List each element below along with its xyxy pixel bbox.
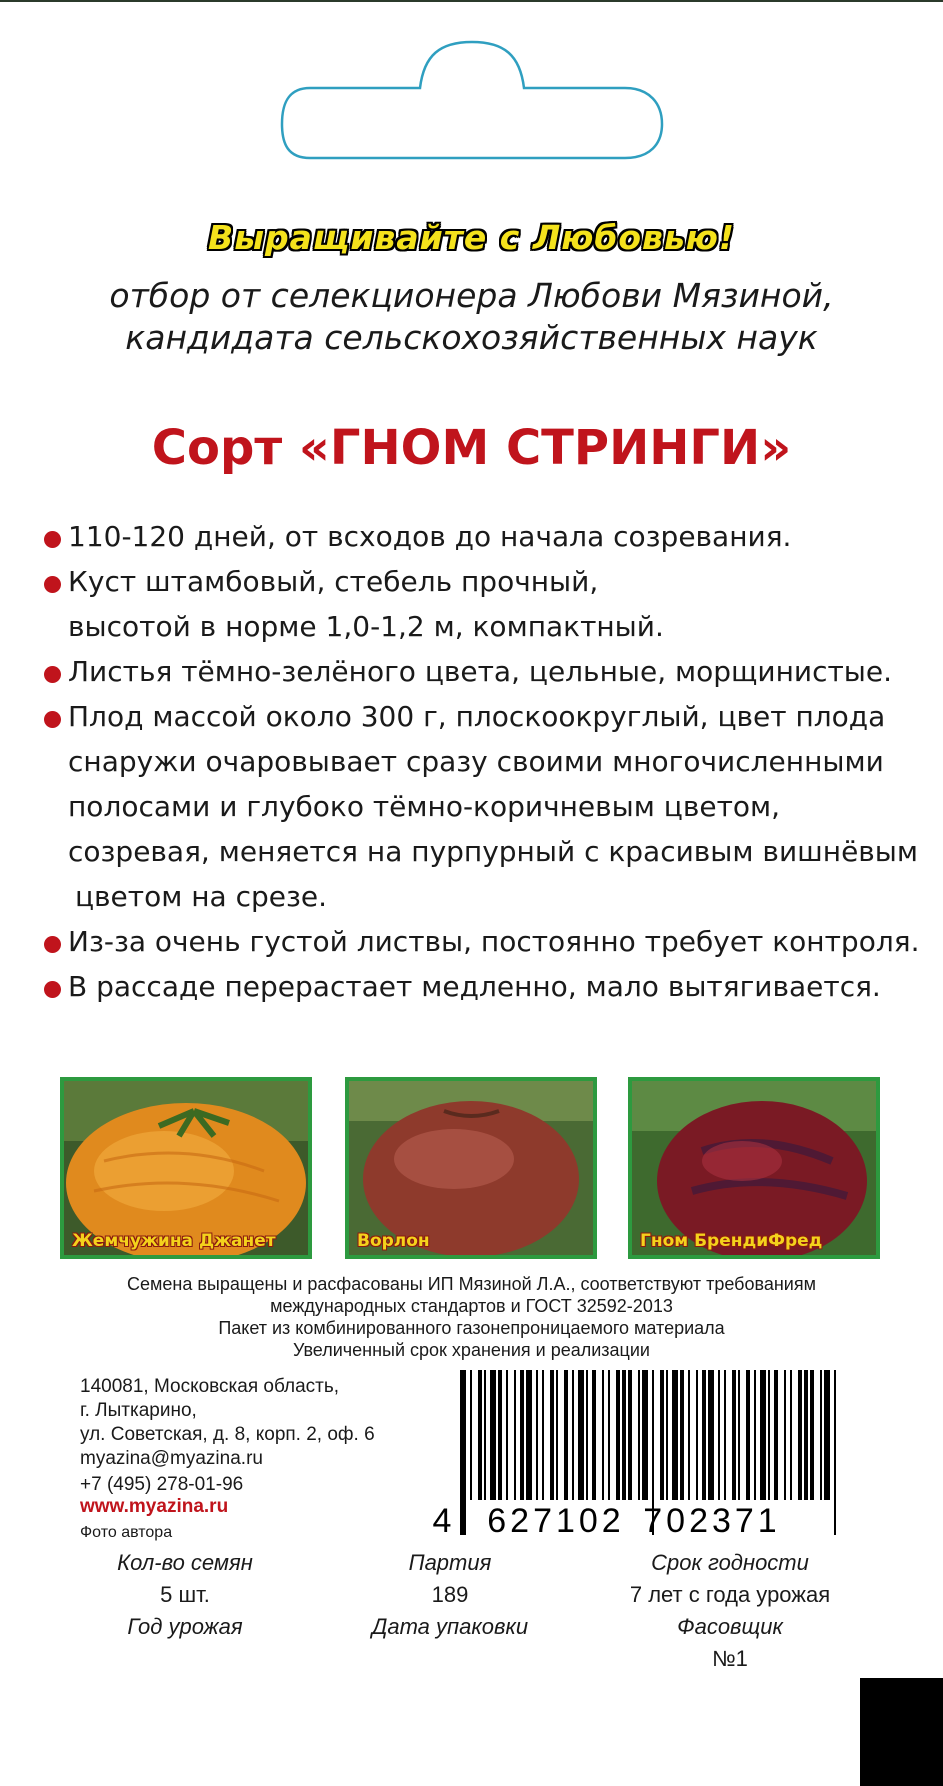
barcode-bar [514, 1370, 516, 1500]
barcode-bar [592, 1370, 596, 1500]
address-line: 140081, Московская область, [80, 1376, 340, 1397]
barcode-bar [660, 1370, 664, 1500]
barcode-bar [536, 1370, 538, 1500]
barcode-bar [616, 1370, 620, 1500]
seed-count-value: 5 шт. [160, 1582, 210, 1607]
bullet-icon [44, 981, 61, 998]
barcode-bar [680, 1370, 684, 1500]
barcode-bar [622, 1370, 626, 1500]
bullet-icon [44, 711, 61, 728]
barcode-bar [642, 1370, 648, 1500]
website-link[interactable]: www.myazina.ru [80, 1496, 229, 1517]
barcode-bar [602, 1370, 604, 1500]
hang-hole-icon [0, 0, 943, 170]
barcode-bar [490, 1370, 496, 1500]
brown-tomato-icon [349, 1081, 593, 1255]
barcode-digit-first: 4 [432, 1502, 452, 1540]
pack-date-label: Дата упаковки [371, 1614, 529, 1639]
barcode-bar [824, 1370, 830, 1500]
barcode-bar [834, 1370, 836, 1535]
barcode-bar [460, 1370, 466, 1535]
bullet-icon [44, 531, 61, 548]
barcode-bar [774, 1370, 778, 1500]
packer-label: Фасовщик [677, 1614, 783, 1639]
barcode-bar [708, 1370, 714, 1500]
barcode-bar [478, 1370, 482, 1500]
barcode-bar [732, 1370, 736, 1500]
barcode-bar [784, 1370, 786, 1500]
barcode-bar [498, 1370, 502, 1500]
photo-gnom-brendifred [628, 1077, 880, 1259]
photo-caption: Гном БрендиФред [640, 1231, 823, 1251]
corner-black-block [860, 1678, 943, 1786]
barcode [430, 1370, 850, 1540]
breeder-line-2: кандидата сельскохозяйственных наук [125, 318, 818, 357]
email[interactable]: myazina@myazina.ru [80, 1448, 263, 1469]
bullet-icon [44, 936, 61, 953]
barcode-bar [768, 1370, 770, 1500]
photo-credit: Фото автора [80, 1524, 173, 1541]
barcode-bar [484, 1370, 486, 1500]
shelf-life-value: 7 лет с года урожая [629, 1582, 831, 1607]
breeder-line-1: отбор от селекционера Любови Мязиной, [109, 276, 834, 315]
phone[interactable]: +7 (495) 278-01-96 [80, 1474, 244, 1495]
barcode-bar [564, 1370, 568, 1500]
address-line: ул. Советская, д. 8, корп. 2, оф. 6 [80, 1424, 375, 1445]
purple-tomato-icon [632, 1081, 876, 1255]
barcode-bar [586, 1370, 588, 1500]
barcode-bar [754, 1370, 756, 1500]
barcode-bar [810, 1370, 814, 1500]
barcode-bar [702, 1370, 706, 1500]
batch-value: 189 [431, 1582, 469, 1607]
barcode-bar [820, 1370, 822, 1500]
variety-title: Сорт «ГНОМ СТРИНГИ» [151, 420, 792, 476]
packer-value: №1 [712, 1646, 748, 1671]
barcode-bar [672, 1370, 678, 1500]
barcode-bar [746, 1370, 750, 1500]
certification-line: международных стандартов и ГОСТ 32592-2013 [270, 1296, 673, 1316]
address-line: г. Лыткарино, [80, 1400, 197, 1421]
barcode-bar [696, 1370, 698, 1500]
certification-line: Пакет из комбинированного газонепроницаемого материала [218, 1318, 725, 1338]
barcode-bar [520, 1370, 524, 1500]
barcode-bar [798, 1370, 802, 1500]
barcode-bar [506, 1370, 508, 1500]
barcode-bar [550, 1370, 554, 1500]
barcode-bar [578, 1370, 584, 1500]
photo-caption: Ворлон [357, 1231, 430, 1251]
bullet-icon [44, 666, 61, 683]
barcode-bar [790, 1370, 792, 1500]
barcode-bar [738, 1370, 740, 1500]
bullet-icon [44, 576, 61, 593]
barcode-bar [688, 1370, 690, 1500]
slogan: Выращивайте с Любовью! [208, 218, 735, 257]
photo-zhemchuzhina-janet [60, 1077, 312, 1259]
barcode-bar [542, 1370, 544, 1500]
orange-tomato-icon [64, 1081, 308, 1255]
barcode-bar [628, 1370, 632, 1500]
barcode-bar [556, 1370, 558, 1500]
certification-line: Семена выращены и расфасованы ИП Мязиной Л.А., соответствуют требованиям [126, 1274, 816, 1294]
seed-count-label: Кол-во семян [117, 1550, 253, 1575]
barcode-bar [526, 1370, 532, 1500]
barcode-digits-right: 702371 [643, 1502, 781, 1540]
barcode-bar [804, 1370, 808, 1500]
certification-line: Увеличенный срок хранения и реализации [293, 1340, 650, 1360]
barcode-bar [666, 1370, 668, 1500]
barcode-digits-left: 627102 [487, 1502, 625, 1540]
barcode-bar [608, 1370, 610, 1500]
barcode-bar [638, 1370, 640, 1500]
barcode-bar [724, 1370, 726, 1500]
batch-label: Партия [408, 1550, 492, 1575]
harvest-year-label: Год урожая [127, 1614, 243, 1639]
barcode-bar [470, 1370, 472, 1500]
photo-caption: Жемчужина Джанет [72, 1231, 276, 1251]
shelf-life-label: Срок годности [651, 1550, 809, 1575]
barcode-bar [572, 1370, 574, 1500]
barcode-bar [718, 1370, 720, 1500]
barcode-bar [760, 1370, 766, 1500]
photo-vorlon [345, 1077, 597, 1259]
